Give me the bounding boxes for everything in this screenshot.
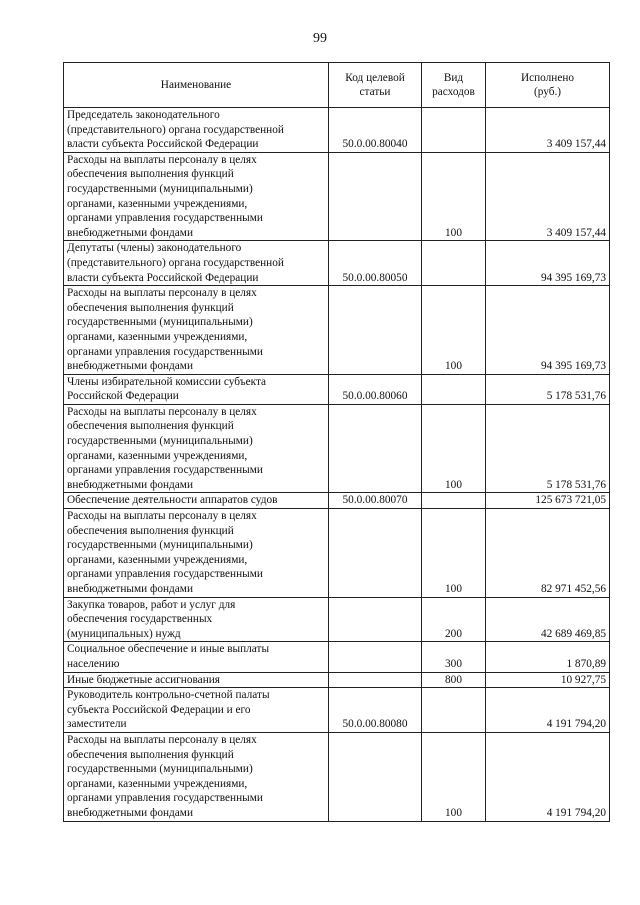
code-cell bbox=[329, 672, 422, 688]
amount-cell: 42 689 469,85 bbox=[486, 597, 610, 642]
name-cell: Расходы на выплаты персоналу в целях обеспечения выполнения функций государственными (муниципальными) органами, казенными учреждениями, органами управления государственными внебюджетными фондами bbox=[64, 404, 329, 493]
code-cell: 50.0.00.80060 bbox=[329, 374, 422, 404]
amount-cell: 5 178 531,76 bbox=[486, 404, 610, 493]
header-name bbox=[64, 63, 329, 108]
type-cell: 100 bbox=[422, 152, 486, 241]
code-cell bbox=[329, 597, 422, 642]
table-row bbox=[64, 642, 610, 672]
amount-cell: 5 178 531,76 bbox=[486, 374, 610, 404]
code-cell bbox=[329, 509, 422, 598]
name-cell: Депутаты (члены) законодательного (представительного) органа государственной власти субъекта Российской Федерации bbox=[64, 241, 329, 286]
header-type bbox=[422, 63, 486, 108]
name-cell: Председатель законодательного (представительного) органа государственной власти субъекта Российской Федерации bbox=[64, 108, 329, 153]
code-cell bbox=[329, 732, 422, 821]
type-cell: 100 bbox=[422, 732, 486, 821]
header-code-label: Код целевой статьи bbox=[345, 72, 405, 98]
amount-cell: 3 409 157,44 bbox=[486, 108, 610, 153]
table-row bbox=[64, 493, 610, 509]
type-cell: 100 bbox=[422, 404, 486, 493]
header-row bbox=[64, 63, 610, 108]
table-row bbox=[64, 152, 610, 241]
table-row bbox=[64, 108, 610, 153]
header-type-label: Вид расходов bbox=[432, 72, 475, 98]
amount-cell: 94 395 169,73 bbox=[486, 286, 610, 375]
name-cell: Социальное обеспечение и иные выплаты населению bbox=[64, 642, 329, 672]
table-row bbox=[64, 509, 610, 598]
amount-cell: 82 971 452,56 bbox=[486, 509, 610, 598]
code-cell bbox=[329, 642, 422, 672]
amount-cell: 4 191 794,20 bbox=[486, 732, 610, 821]
header-name-label: Наименование bbox=[160, 79, 232, 91]
type-cell bbox=[422, 374, 486, 404]
header-code bbox=[329, 63, 422, 108]
type-cell: 800 bbox=[422, 672, 486, 688]
amount-cell: 125 673 721,05 bbox=[486, 493, 610, 509]
type-cell: 100 bbox=[422, 286, 486, 375]
amount-cell: 1 870,89 bbox=[486, 642, 610, 672]
budget-table bbox=[63, 62, 610, 822]
table-row bbox=[64, 732, 610, 821]
type-cell: 100 bbox=[422, 509, 486, 598]
amount-cell: 3 409 157,44 bbox=[486, 152, 610, 241]
code-cell bbox=[329, 152, 422, 241]
name-cell: Члены избирательной комиссии субъекта Российской Федерации bbox=[64, 374, 329, 404]
code-cell bbox=[329, 404, 422, 493]
table-row bbox=[64, 286, 610, 375]
type-cell bbox=[422, 688, 486, 733]
code-cell: 50.0.00.80050 bbox=[329, 241, 422, 286]
amount-cell: 10 927,75 bbox=[486, 672, 610, 688]
table-row bbox=[64, 374, 610, 404]
code-cell: 50.0.00.80040 bbox=[329, 108, 422, 153]
code-cell: 50.0.00.80080 bbox=[329, 688, 422, 733]
code-cell bbox=[329, 286, 422, 375]
type-cell: 200 bbox=[422, 597, 486, 642]
type-cell bbox=[422, 493, 486, 509]
table-row bbox=[64, 241, 610, 286]
table-row bbox=[64, 404, 610, 493]
name-cell: Расходы на выплаты персоналу в целях обеспечения выполнения функций государственными (муниципальными) органами, казенными учреждениями, органами управления государственными внебюджетными фондами bbox=[64, 732, 329, 821]
name-cell: Расходы на выплаты персоналу в целях обеспечения выполнения функций государственными (муниципальными) органами, казенными учреждениями, органами управления государственными внебюджетными фондами bbox=[64, 286, 329, 375]
name-cell: Расходы на выплаты персоналу в целях обеспечения выполнения функций государственными (муниципальными) органами, казенными учреждениями, органами управления государственными внебюджетными фондами bbox=[64, 509, 329, 598]
name-cell: Руководитель контрольно-счетной палаты субъекта Российской Федерации и его заместители bbox=[64, 688, 329, 733]
name-cell: Закупка товаров, работ и услуг для обеспечения государственных (муниципальных) нужд bbox=[64, 597, 329, 642]
table-row bbox=[64, 672, 610, 688]
name-cell: Иные бюджетные ассигнования bbox=[64, 672, 329, 688]
name-cell: Обеспечение деятельности аппаратов судов bbox=[64, 493, 329, 509]
amount-cell: 4 191 794,20 bbox=[486, 688, 610, 733]
table-row bbox=[64, 688, 610, 733]
table-row bbox=[64, 597, 610, 642]
name-cell: Расходы на выплаты персоналу в целях обеспечения выполнения функций государственными (муниципальными) органами, казенными учреждениями, органами управления государственными внебюджетными фондами bbox=[64, 152, 329, 241]
page-number: 99 bbox=[313, 31, 327, 46]
header-amount bbox=[486, 63, 610, 108]
type-cell: 300 bbox=[422, 642, 486, 672]
type-cell bbox=[422, 108, 486, 153]
code-cell: 50.0.00.80070 bbox=[329, 493, 422, 509]
type-cell bbox=[422, 241, 486, 286]
amount-cell: 94 395 169,73 bbox=[486, 241, 610, 286]
table-body bbox=[64, 108, 610, 822]
header-amount-label: Исполнено (руб.) bbox=[520, 72, 575, 98]
